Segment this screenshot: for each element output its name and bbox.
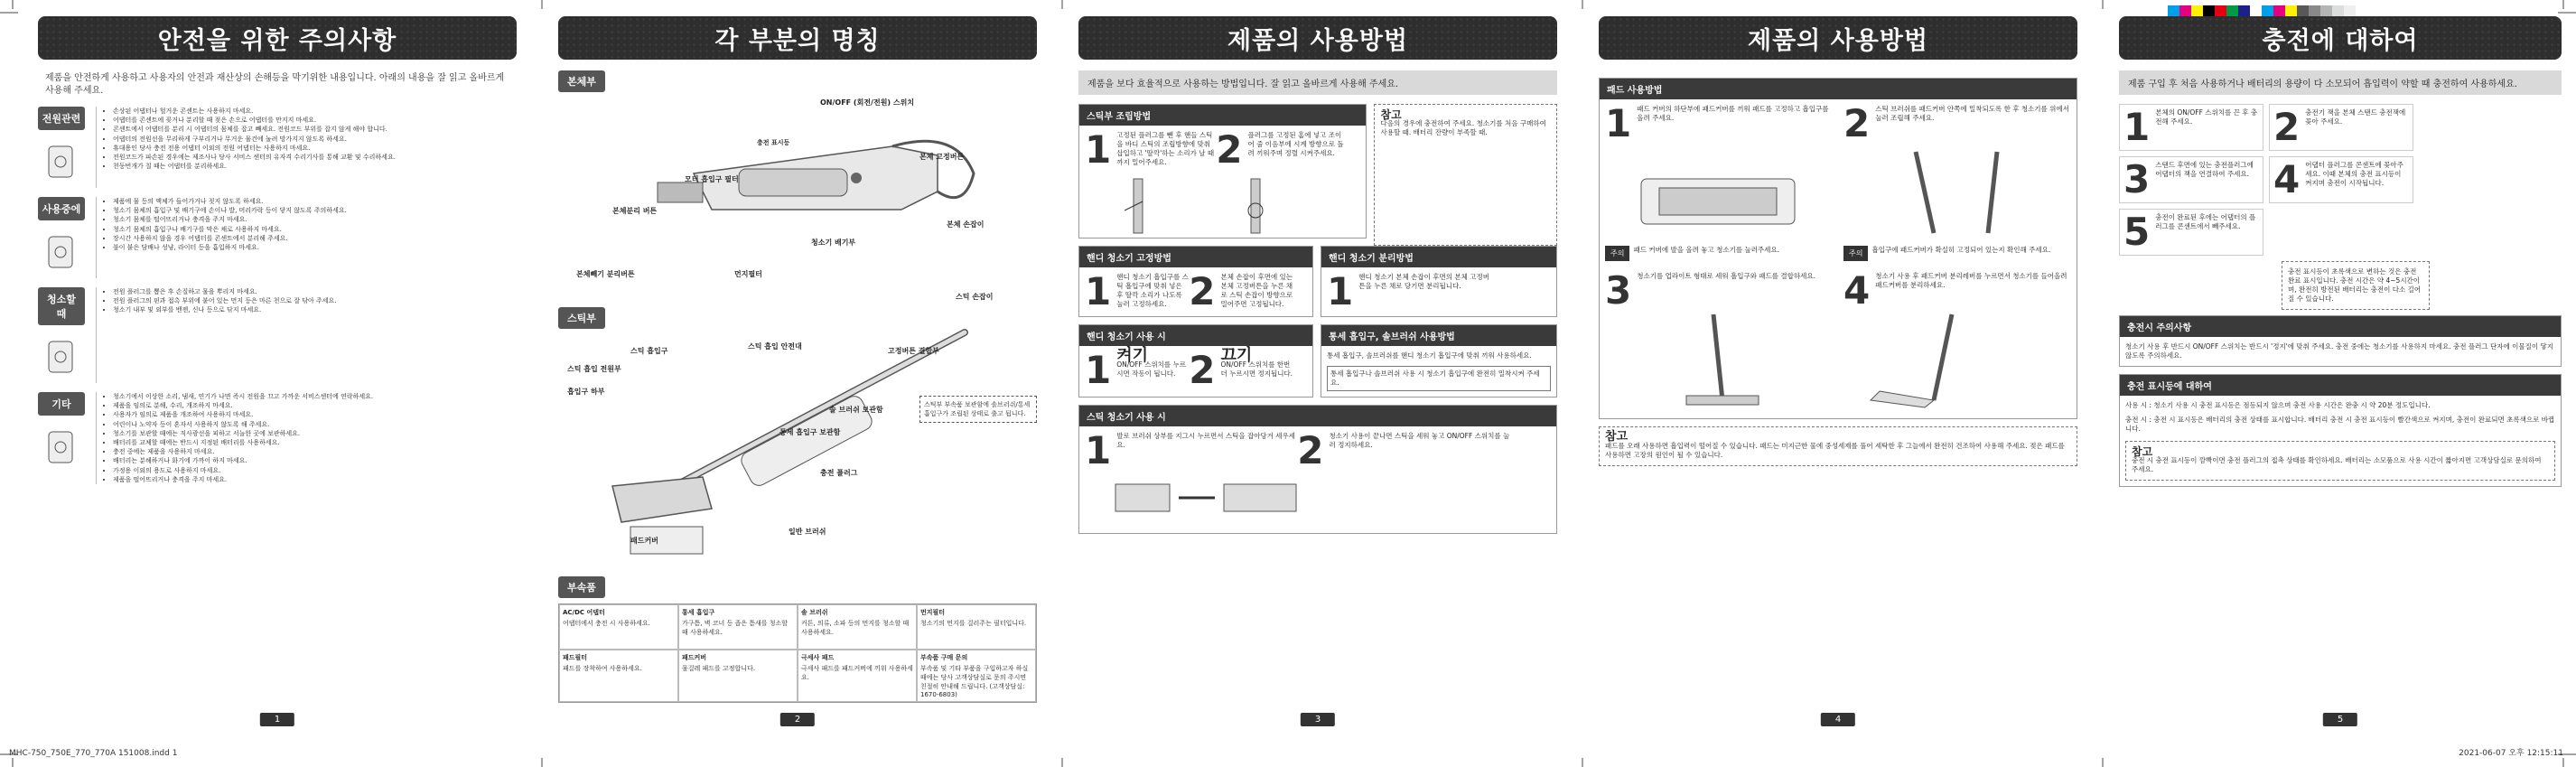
step-text: ON/OFF 스위치를 누르시면 작동이 됩니다. xyxy=(1116,360,1187,378)
safety-section xyxy=(38,287,517,383)
safety-item: • 사용자가 임의로 제품을 개조하여 사용하지 마세요. xyxy=(113,410,517,419)
step-text: 스탠드 후면에 있는 충전플러그에 어댑터의 잭을 연결하여 주세요. xyxy=(2155,161,2254,178)
note-title: 참고 xyxy=(2132,445,2153,458)
safety-item: • 청소기 몸체를 떨어뜨리거나 충격을 주지 마세요. xyxy=(113,215,517,224)
indicator-charge-text: 충전 시 : 충전 시 표시등은 배터리의 충전 상태를 표시합니다. 배터리 충전 시 충전 표시등이 빨간색으로 켜지며, 충전이 완료되면 초록색으로 바뀝니다. xyxy=(2125,416,2555,433)
step-number: 2 xyxy=(1189,348,1216,392)
step-number: 1 xyxy=(1085,127,1112,172)
safety-item: • 어린이나 노약자 등이 혼자서 사용하지 않도록 해 주세요. xyxy=(113,420,517,429)
step-number: 2 xyxy=(2273,105,2301,149)
label-brush: 일반 브러쉬 xyxy=(789,528,826,536)
accessory-title: 부속품 xyxy=(558,576,605,598)
safety-item: • 제품을 떨어뜨리거나 충격을 주지 마세요. xyxy=(113,475,517,484)
section-illustration-icon xyxy=(38,425,83,470)
accessory-name: 솔 브러쉬 xyxy=(801,609,828,616)
caution-label: 주의 xyxy=(1843,246,1868,261)
assembly-illustration xyxy=(1215,174,1305,238)
accessory-desc: 부속품 및 기타 부품을 구입하고자 하실 때에는 당사 고객상담실로 문의 주시면 친절히 안내해 드립니다. (고객상담실: 1670-6803) xyxy=(920,665,1029,698)
section-label: 전원관련 xyxy=(38,107,85,130)
section-illustration-icon xyxy=(38,229,83,275)
step-text: 고정된 플러그를 뺀 후 핸들 스틱을 바디 스틱의 조립방향에 맞춰 삽입하고 '딸깍'하는 소리가 날 때까지 밀어주세요. xyxy=(1116,131,1215,166)
accessory-cell xyxy=(798,604,917,650)
panel-heading: 스틱 청소기 사용 시 xyxy=(1079,406,1556,426)
safety-item: • 휴대용인 당사 충전 전용 어댑터 이외의 전원 어댑터는 사용하지 마세요. xyxy=(113,144,517,153)
step-number: 4 xyxy=(1843,268,1871,313)
panel-pad-usage xyxy=(1599,78,2077,419)
accessory-cell xyxy=(559,650,678,702)
step-text: 청소기를 업라이트 형태로 세워 흡입구와 패드를 결합하세요. xyxy=(1637,272,1816,280)
label-fix-joint: 고정버튼 결합부 xyxy=(888,347,939,355)
safety-item: • 청소기 내부 및 외부를 벤젠, 신나 등으로 닦지 마세요. xyxy=(113,305,517,314)
safety-item: • 손상된 어댑터나 헐거운 콘센트는 사용하지 마세요. xyxy=(113,107,517,116)
pad-illustration xyxy=(1605,143,1831,242)
caution-text: 흡입구에 패드커버가 확실히 고정되어 있는지 확인해 주세요. xyxy=(1871,246,2051,254)
section-label-stick: 스틱부 xyxy=(558,307,605,329)
panel-heading: 패드 사용방법 xyxy=(1600,79,2077,99)
note-box xyxy=(2125,441,2555,481)
section-label-main: 본체부 xyxy=(558,70,605,92)
label-body-fix-button: 본체 고정버튼 xyxy=(919,153,965,161)
safety-item: • 불이 붙은 담배나 성냥, 라이터 등을 흡입하지 마세요. xyxy=(113,243,517,252)
section-label: 사용중에 xyxy=(38,197,85,220)
page-title: 제품의 사용방법 xyxy=(1599,16,2077,60)
step-number: 1 xyxy=(1085,348,1112,392)
safety-item: • 전원 플러그를 뽑은 후 손질하고 물을 뿌리지 마세요. xyxy=(113,287,517,296)
stick-use-illustration xyxy=(1079,475,1549,529)
indicator-use-text: 사용 시 : 청소기 사용 시 충전 표시등은 점등되지 않으며 충전 사용 시간은 완충 시 약 20분 정도입니다. xyxy=(2125,401,2431,409)
safety-section xyxy=(38,392,517,484)
footer-date: 2021-06-07 오후 12:15:11 xyxy=(2459,749,2563,758)
accessory-desc: 어댑터에서 충전 시 사용하세요. xyxy=(563,620,650,627)
page-intro: 제품 구입 후 처음 사용하거나 배터리의 용량이 다 소모되어 흡입력이 약할 때 충전하여 사용하세요. xyxy=(2119,70,2562,95)
note-title: 참고 xyxy=(1380,108,1402,121)
accessory-cell xyxy=(917,604,1036,650)
panel-brush-use xyxy=(1321,324,1557,398)
panel-heading: 스틱부 조립방법 xyxy=(1079,105,1366,126)
label-motor-filter: 모터 흡입구 필터 xyxy=(685,175,739,183)
step-text: 핸디 청소기 본체 손잡이 후면의 본체 고정버튼을 누른 채로 당기면 분리됩니다. xyxy=(1358,273,1489,290)
step-text: 발로 브러쉬 상부를 지그시 누르면서 스틱을 잡아당겨 세우세요. xyxy=(1116,432,1296,449)
step-number: 1 xyxy=(1605,101,1632,145)
page-number: 4 xyxy=(1821,713,1855,726)
label-exhaust: 청소기 배기부 xyxy=(811,239,856,247)
accessory-cell xyxy=(917,650,1036,702)
safety-item: • 장시간 사용하지 않을 경우 어댑터를 콘센트에서 분리해 주세요. xyxy=(113,234,517,243)
label-onoff: ON/OFF (회전/전원) 스위치 xyxy=(820,98,915,107)
note-text: 패드를 오래 사용하면 흡입력이 떨어질 수 있습니다. 패드는 미지근한 물에 중성세제를 풀어 세탁한 후 그늘에서 완전히 건조하여 사용해 주세요. 젖은 패드를 사용하면 고장의 원인이 될 수 있습니다. xyxy=(1605,442,2065,459)
label-stick-handle: 스틱 손잡이 xyxy=(956,293,994,301)
page-usage-1 xyxy=(1078,16,1557,730)
safety-item: • 어댑터를 콘센트에 꽂거나 분리할 때 젖은 손으로 어댑터를 만지지 마세요. xyxy=(113,116,517,125)
accessory-desc: 극세사 패드를 패드커버에 끼워 사용하세요. xyxy=(801,665,913,681)
panel-charge-caution xyxy=(2119,315,2562,367)
label-pad-cover: 패드커버 xyxy=(630,537,658,545)
on-label: 켜기 xyxy=(1116,346,1149,365)
section-label: 청소할 때 xyxy=(38,287,85,325)
step-number: 5 xyxy=(2123,210,2151,254)
safety-item: • 전원 플러그의 핀과 접촉 부위에 붙어 있는 먼지 등은 마른 천으로 잘 닦아 주세요. xyxy=(113,296,517,305)
section-illustration-icon xyxy=(38,139,83,184)
accessory-desc: 패드를 장착하여 사용하세요. xyxy=(563,665,642,672)
step-number: 4 xyxy=(2273,157,2301,201)
accessory-table xyxy=(558,603,1037,703)
charge-step xyxy=(2269,104,2413,151)
label-dust-filter: 먼지필터 xyxy=(734,270,762,278)
page-intro: 제품을 보다 효율적으로 사용하는 방법입니다. 잘 읽고 올바르게 사용해 주세요. xyxy=(1078,70,1557,95)
warning-text: 통세 흡입구나 솔브러쉬 사용 시 청소기 흡입구에 완전히 밀착시켜 주세요. xyxy=(1327,366,1551,391)
assembly-illustration xyxy=(1097,174,1188,238)
section-label: 기타 xyxy=(38,392,85,416)
accessory-name: 통세 흡입구 xyxy=(682,609,715,616)
step-number: 1 xyxy=(1327,269,1354,313)
caution-text: 청소기 사용 후 반드시 ON/OFF 스위치는 반드시 '정지'에 맞춰 주세요. 충전 중에는 청소기를 사용하지 마세요. 충전 플러그 단자에 이물질이 닿지 않도록 주의하세요. xyxy=(2125,342,2553,360)
charge-steps xyxy=(2119,104,2562,256)
panel-handy-use xyxy=(1078,324,1313,398)
off-label: 끄기 xyxy=(1220,346,1253,365)
step-number: 2 xyxy=(1297,428,1324,472)
step-text: 청소기 사용 후 패드커버 분리레버를 누르면서 청소기를 들어올려 패드커버를 분리하세요. xyxy=(1875,272,2067,289)
safety-item: • 콘센트에서 어댑터를 분리 시 어댑터의 몸체를 잡고 빼세요. 전원코드 부위를 잡지 않게 해야 합니다. xyxy=(113,125,517,134)
page-number: 2 xyxy=(780,713,815,726)
safety-item: • 청소기 몸체의 흡입구 및 배기구에 손이나 발, 머리카락 등이 닿지 않도록 주의하세요. xyxy=(113,206,517,215)
label-body-release: 본체빼기 분리버튼 xyxy=(576,270,635,278)
panel-handy-detach xyxy=(1321,246,1557,317)
note-title: 참고 xyxy=(1605,430,1629,444)
safety-item: • 제품을 임의로 분해, 수리, 개조하지 마세요. xyxy=(113,401,517,410)
label-stick-power: 스틱 흡입 전원부 xyxy=(567,365,621,373)
panel-heading: 핸디 청소기 고정방법 xyxy=(1079,247,1312,267)
accessory-cell xyxy=(678,604,798,650)
step-text: 통세 흡입구, 솔브러쉬를 핸디 청소기 흡입구에 맞춰 끼워 사용하세요. xyxy=(1327,351,1532,360)
accessory-desc: 청소기의 먼지를 걸러주는 필터입니다. xyxy=(920,620,1027,627)
label-stick-inlet: 스틱 흡입구 xyxy=(630,347,668,355)
label-stick-safety: 스틱 흡입 안전대 xyxy=(748,342,802,351)
page-safety xyxy=(38,16,517,730)
label-charge-plug: 충전 플러그 xyxy=(820,469,858,477)
page-intro: 제품을 안전하게 사용하고 사용자의 안전과 재산상의 손해등을 막기위한 내용입니다. 아래의 내용을 잘 읽고 올바르게 사용해 주세요. xyxy=(45,73,505,96)
safety-item: • 어댑터의 전원선을 무리하게 구부리거나 무거운 물건에 눌려 망가지지 않도록 하세요. xyxy=(113,135,517,144)
page-parts xyxy=(558,16,1037,730)
step-text: 충전기 잭을 본체 스탠드 충전잭에 꽂아 주세요. xyxy=(2305,108,2406,126)
page-title: 충전에 대하여 xyxy=(2119,16,2562,60)
step-text: 스틱 브러쉬를 패드커버 안쪽에 밀착되도록 한 후 청소기를 위에서 눌러 조립해 주세요. xyxy=(1875,105,2069,122)
safety-item: • 충전 중에는 제품을 사용하지 마세요. xyxy=(113,447,517,456)
pad-illustration xyxy=(1843,143,2069,242)
step-number: 1 xyxy=(2123,105,2151,149)
step-text: 본체의 ON/OFF 스위치를 끈 후 충전해 주세요. xyxy=(2155,108,2258,126)
pad-illustration xyxy=(1843,310,2069,409)
safety-item: • 청소기 몸체의 흡입구나 배기구를 막은 채로 사용하지 마세요. xyxy=(113,225,517,234)
note-box xyxy=(1374,104,1557,246)
charge-step xyxy=(2119,156,2263,203)
caution-label: 주의 xyxy=(1605,246,1629,261)
pad-illustration xyxy=(1605,310,1831,409)
panel-handy-fix xyxy=(1078,246,1313,317)
label-inlet-lower: 흡입구 하부 xyxy=(567,388,605,396)
accessory-desc: 커튼, 의류, 소파 등의 먼지를 청소할 때 사용하세요. xyxy=(801,620,910,636)
label-brush-storage: 솔 브러쉬 보관함 xyxy=(829,406,883,414)
panel-heading: 핸디 청소기 사용 시 xyxy=(1079,325,1312,346)
step-text: 본체 손잡이 후면에 있는 본체 고정버튼을 누른 채로 스틱 손잡이 방향으로 밀어주면 고정됩니다. xyxy=(1220,273,1293,308)
safety-item: • 배터리를 교체할 때에는 반드시 지정된 배터리를 사용하세요. xyxy=(113,438,517,447)
panel-heading: 통세 흡입구, 솔브러쉬 사용방법 xyxy=(1321,325,1556,346)
step-text: 플러그를 고정된 홈에 넣고 조이어 줄 이음부에 시계 방향으로 돌려 끼워주며 정렬 시켜주세요. xyxy=(1247,131,1344,157)
note-text: 충전 시 충전 표시등이 깜빡이면 충전 플러그의 접촉 상태를 확인하세요. 배터리는 소모품으로 사용 시간이 짧아지면 고객상담실로 문의하여 주세요. xyxy=(2132,456,2542,473)
accessory-name: 먼지필터 xyxy=(920,609,946,616)
accessory-name: 극세사 패드 xyxy=(801,654,835,661)
step-text: ON/OFF 스위치를 한번 더 누르시면 정지됩니다. xyxy=(1220,360,1293,378)
accessory-name: 패드필터 xyxy=(563,654,588,661)
panel-heading: 핸디 청소기 분리방법 xyxy=(1321,247,1556,267)
step-text: 핸디 청소기 흡입구를 스틱 흡입구에 맞춰 넣은 후 딸깍 소리가 나도록 눌러 고정하세요. xyxy=(1116,273,1189,308)
note-text: 다음의 경우에 충전하여 주세요. 청소기를 처음 구매하여 사용할 때. 배터리 잔량이 부족할 때. xyxy=(1380,119,1546,136)
label-charge-led: 충전 표시등 xyxy=(757,139,790,146)
step-text: 어댑터 플러그를 콘센트에 꽂아주세요. 이때 본체의 충전 표시등이 켜지며 충전이 시작됩니다. xyxy=(2305,161,2403,187)
safety-section xyxy=(38,197,517,278)
panel-indicator xyxy=(2119,374,2562,487)
safety-section xyxy=(38,107,517,188)
page-number: 3 xyxy=(1301,713,1335,726)
footer-file: MHC-750_750E_770_770A 151008.indd 1 xyxy=(9,749,178,758)
page-title: 각 부분의 명칭 xyxy=(558,16,1037,60)
label-body-handle: 본체 손잡이 xyxy=(947,220,985,229)
label-body-detach: 본체분리 버튼 xyxy=(612,207,658,215)
panel-heading: 충전 표시등에 대하여 xyxy=(2120,375,2561,396)
stick-note: 스틱부 부속품 보관함에 솔브러쉬/통세흡입구가 조립된 상태로 출고 됩니다. xyxy=(919,396,1037,423)
page-usage-2 xyxy=(1599,16,2077,730)
accessory-name: AC/DC 어댑터 xyxy=(563,609,605,616)
accessory-name: 부속품 구매 문의 xyxy=(920,654,968,661)
accessory-desc: 가구틈, 벽 코너 등 좁은 틈새를 청소할 때 사용하세요. xyxy=(682,620,789,636)
caution-text: 패드 커버에 발을 올려 놓고 청소기를 눌러주세요. xyxy=(1633,246,1780,254)
note-box xyxy=(1599,426,2077,466)
charge-note: 충전 표시등이 초록색으로 변하는 것은 충전 완료 표시입니다. 충전 시간은 약 4~5시간이며, 완전히 방전된 배터리는 충전이 다소 길어질 수 있습니다. xyxy=(2282,261,2430,310)
step-text: 충전이 완료된 후에는 어댑터의 플러그를 콘센트에서 빼주세요. xyxy=(2155,213,2256,230)
safety-sections xyxy=(38,107,517,484)
step-number: 3 xyxy=(1605,268,1632,313)
panel-stick-assembly xyxy=(1078,104,1367,239)
accessory-name: 패드커버 xyxy=(682,654,707,661)
step-number: 1 xyxy=(1085,269,1112,313)
accessory-cell xyxy=(559,604,678,650)
panel-heading: 충전시 주의사항 xyxy=(2120,316,2561,337)
step-number: 2 xyxy=(1189,269,1216,313)
charge-step xyxy=(2119,209,2263,256)
page-title: 제품의 사용방법 xyxy=(1078,16,1557,60)
safety-item: • 가정용 이외의 용도로 사용하지 마세요. xyxy=(113,466,517,475)
page-title: 안전을 위한 주의사항 xyxy=(38,16,517,60)
safety-item: • 제품에 물 등의 액체가 들어가거나 젖지 않도록 하세요. xyxy=(113,197,517,206)
section-illustration-icon xyxy=(38,334,83,379)
step-number: 1 xyxy=(1085,428,1112,472)
page-number: 5 xyxy=(2323,713,2357,726)
handy-vacuum-diagram xyxy=(558,92,1037,273)
step-number: 2 xyxy=(1843,101,1871,145)
page-charging xyxy=(2119,16,2562,730)
label-crevice-storage: 통세 흡입구 보관함 xyxy=(779,428,841,436)
safety-item: • 청소기에서 이상한 소리, 냄새, 연기가 나면 즉시 전원을 끄고 가까운 서비스센터에 연락하세요. xyxy=(113,392,517,401)
charge-step xyxy=(2119,104,2263,151)
safety-item: • 전원코드가 파손된 경우에는 제조사나 당사 서비스 센터의 유자격 수리기사를 통해 교환 및 수리하세요. xyxy=(113,153,517,162)
accessory-cell xyxy=(798,650,917,702)
safety-item: • 천둥번개가 칠 때는 어댑터를 분리하세요. xyxy=(113,162,517,171)
step-text: 패드 커버의 하단부에 패드커버를 끼워 패드를 고정하고 흡입구를 올려 주세요. xyxy=(1637,105,1829,122)
panel-stick-use xyxy=(1078,405,1557,534)
page-number: 1 xyxy=(260,713,294,726)
accessory-cell xyxy=(678,650,798,702)
safety-item: • 배터리는 분해하거나 화기에 가까이 하지 마세요. xyxy=(113,456,517,465)
accessory-desc: 물걸레 패드를 고정합니다. xyxy=(682,665,756,672)
safety-item: • 청소기를 보관할 때에는 직사광선을 피하고 서늘한 곳에 보관하세요. xyxy=(113,429,517,438)
charge-step xyxy=(2269,156,2413,203)
step-number: 2 xyxy=(1216,127,1243,172)
step-text: 청소기 사용이 끝나면 스틱을 세워 놓고 ON/OFF 스위치를 눌러 정지하세요. xyxy=(1329,432,1510,449)
step-number: 3 xyxy=(2123,157,2151,201)
